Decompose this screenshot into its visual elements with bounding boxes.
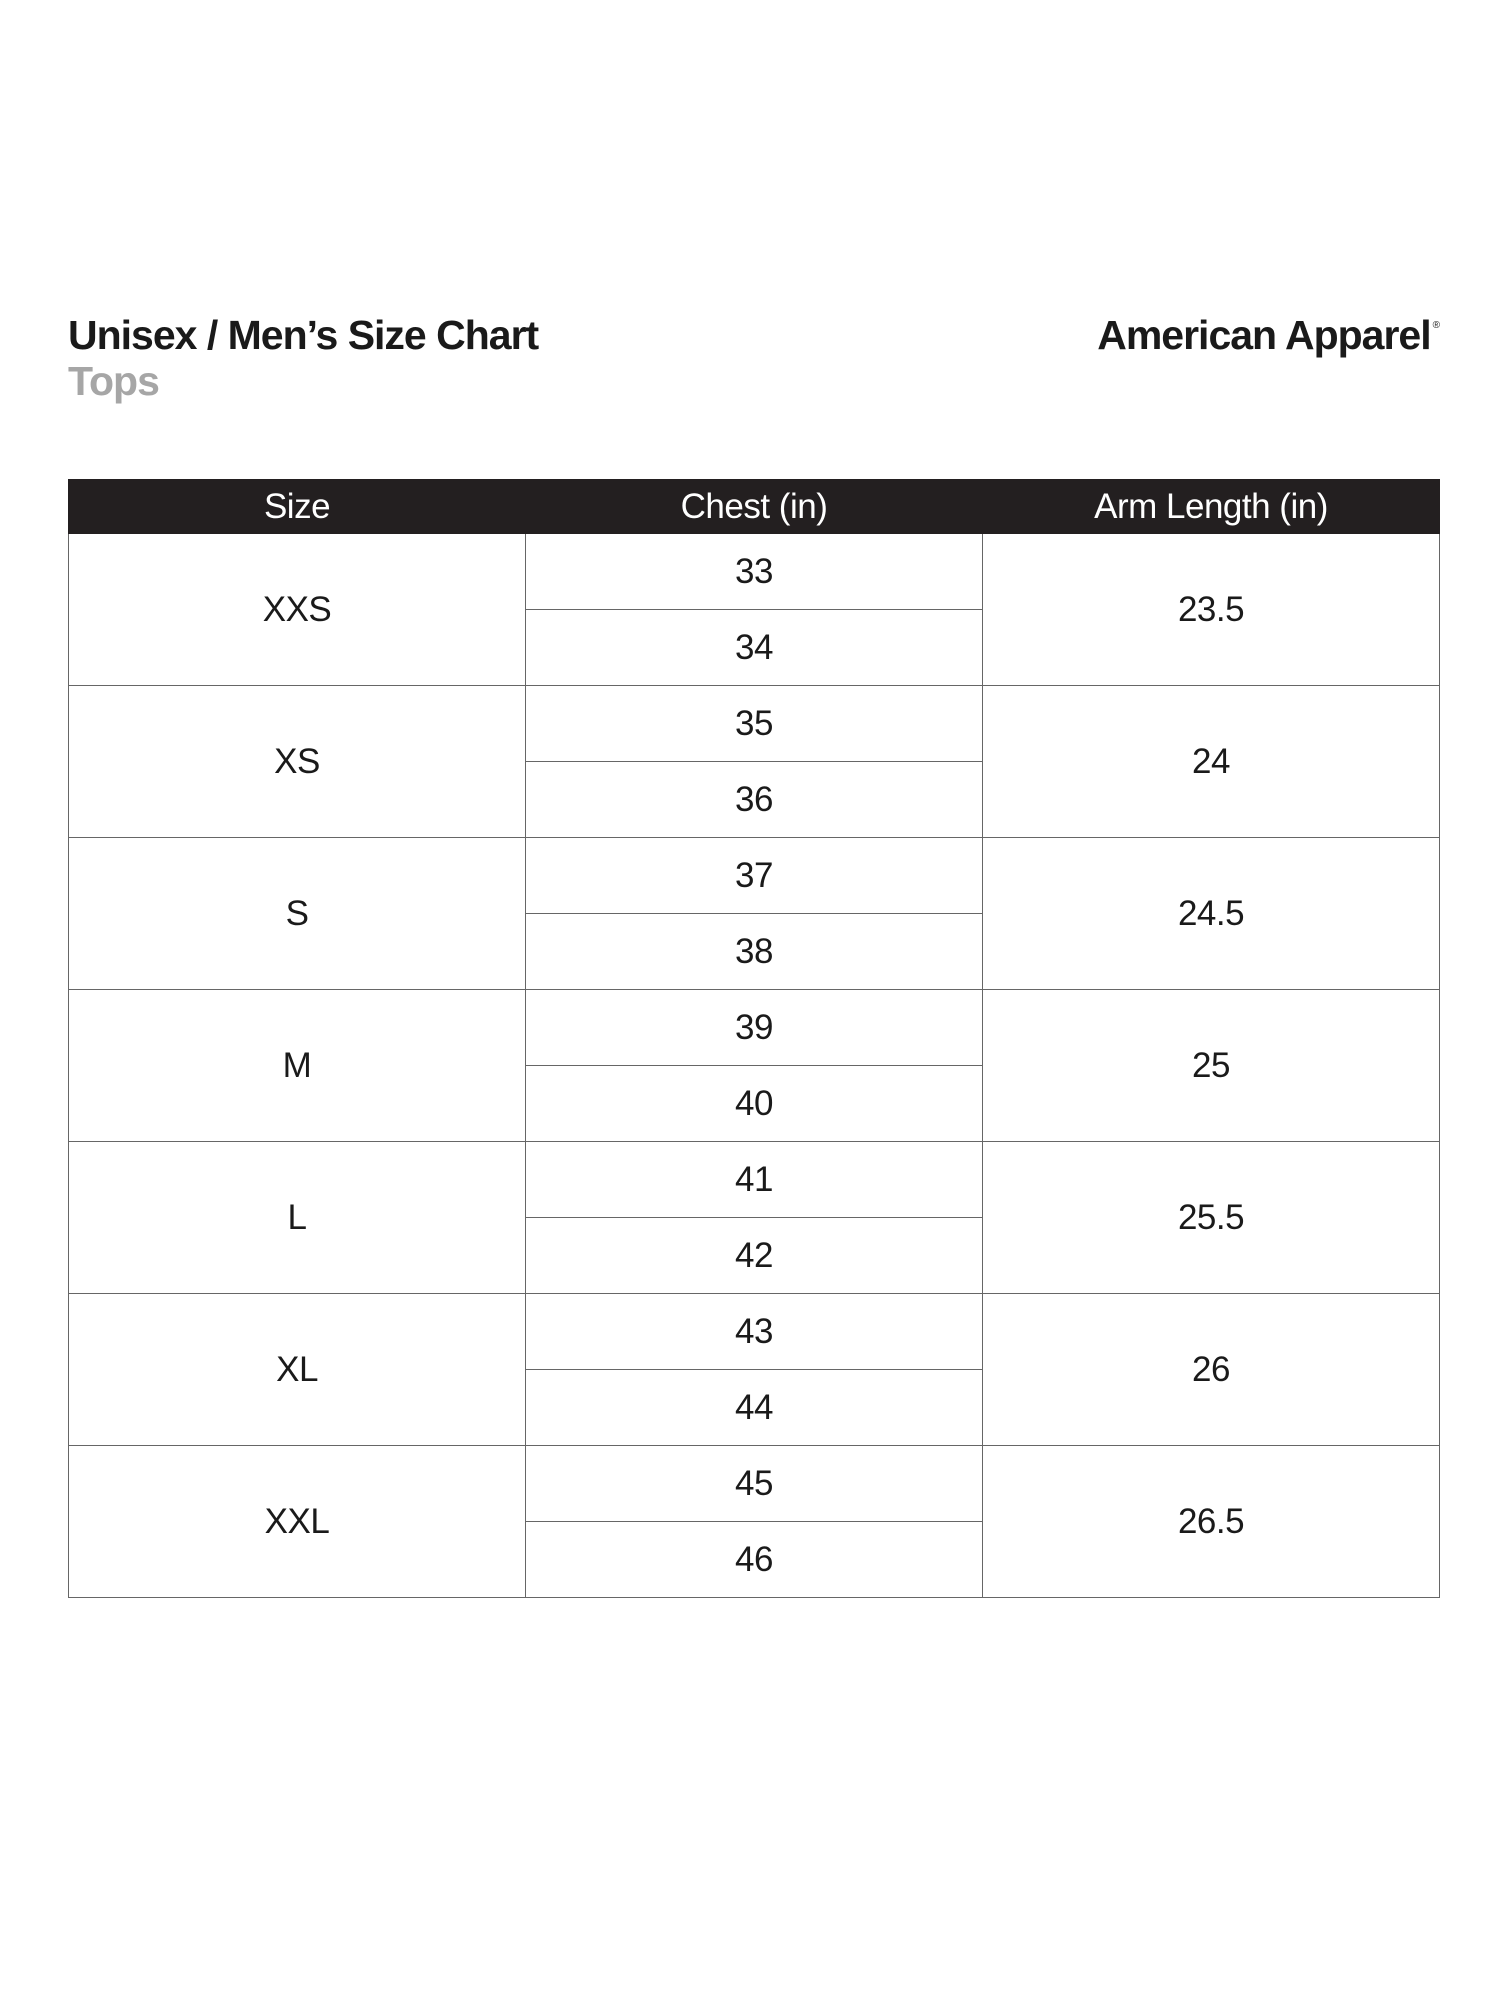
table-row bbox=[69, 534, 1440, 610]
column-header-arm-length: Arm Length (in) bbox=[983, 480, 1440, 534]
chest-cell: 42 bbox=[526, 1218, 983, 1294]
chest-cell: 38 bbox=[526, 914, 983, 990]
size-cell: S bbox=[69, 838, 526, 990]
table-row bbox=[69, 990, 1440, 1066]
size-chart-table bbox=[68, 479, 1440, 1598]
chest-cell: 34 bbox=[526, 610, 983, 686]
page-title: Unisex / Men’s Size Chart bbox=[68, 312, 539, 358]
size-cell: M bbox=[69, 990, 526, 1142]
table-row bbox=[69, 1142, 1440, 1218]
chest-cell: 39 bbox=[526, 990, 983, 1066]
chest-cell: 45 bbox=[526, 1446, 983, 1522]
arm-length-cell: 23.5 bbox=[983, 534, 1440, 686]
arm-length-cell: 25.5 bbox=[983, 1142, 1440, 1294]
size-cell: XL bbox=[69, 1294, 526, 1446]
size-cell: XXS bbox=[69, 534, 526, 686]
table-header-row bbox=[69, 480, 1440, 534]
column-header-size: Size bbox=[69, 480, 526, 534]
size-cell: XS bbox=[69, 686, 526, 838]
chest-cell: 44 bbox=[526, 1370, 983, 1446]
table-row bbox=[69, 1294, 1440, 1370]
table-row bbox=[69, 1446, 1440, 1522]
chest-cell: 46 bbox=[526, 1522, 983, 1598]
arm-length-cell: 26 bbox=[983, 1294, 1440, 1446]
chest-cell: 33 bbox=[526, 534, 983, 610]
table-row bbox=[69, 838, 1440, 914]
brand-logo bbox=[1097, 312, 1440, 359]
chest-cell: 36 bbox=[526, 762, 983, 838]
arm-length-cell: 24 bbox=[983, 686, 1440, 838]
arm-length-cell: 25 bbox=[983, 990, 1440, 1142]
table-row bbox=[69, 686, 1440, 762]
arm-length-cell: 24.5 bbox=[983, 838, 1440, 990]
chest-cell: 40 bbox=[526, 1066, 983, 1142]
page-subtitle: Tops bbox=[68, 358, 159, 404]
chest-cell: 37 bbox=[526, 838, 983, 914]
registered-mark: ® bbox=[1432, 320, 1440, 331]
chest-cell: 43 bbox=[526, 1294, 983, 1370]
size-cell: XXL bbox=[69, 1446, 526, 1598]
arm-length-cell: 26.5 bbox=[983, 1446, 1440, 1598]
size-cell: L bbox=[69, 1142, 526, 1294]
column-header-chest: Chest (in) bbox=[526, 480, 983, 534]
brand-name: American Apparel bbox=[1097, 312, 1431, 358]
chest-cell: 41 bbox=[526, 1142, 983, 1218]
chest-cell: 35 bbox=[526, 686, 983, 762]
